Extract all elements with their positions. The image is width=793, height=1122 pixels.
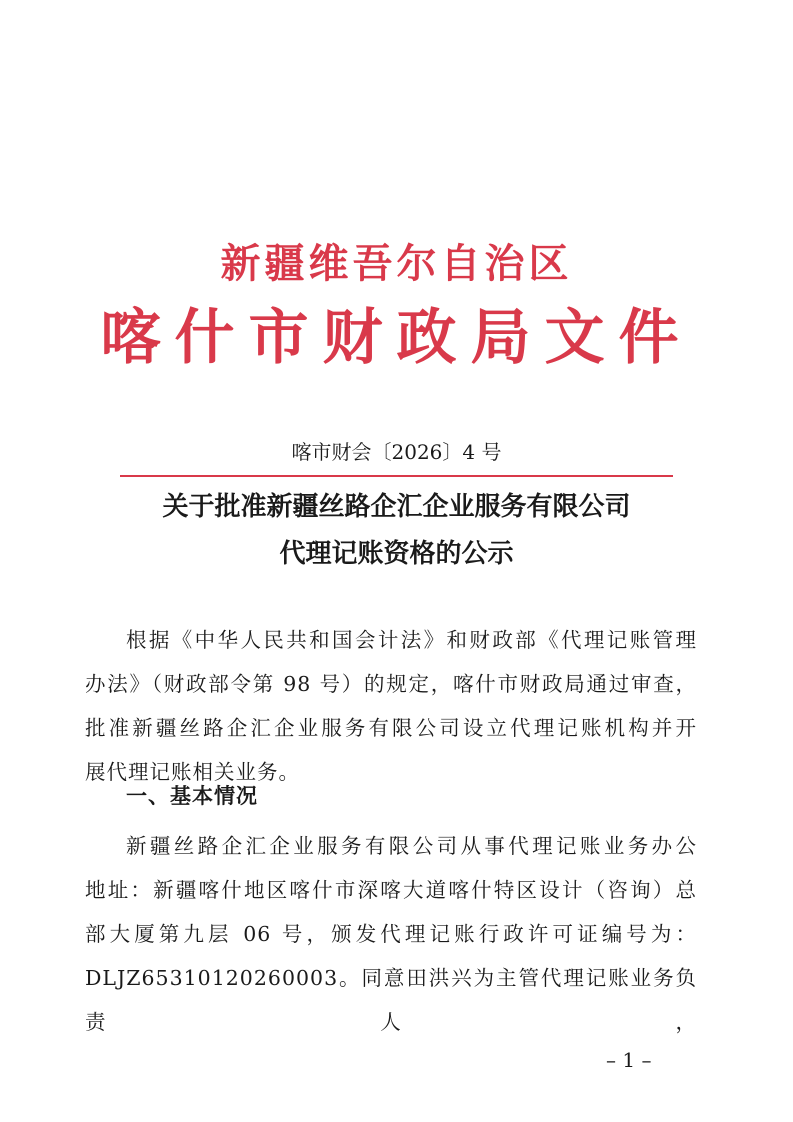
paragraph-line: 部大厦第九层 06 号，颁发代理记账行政许可证编号为： [85,922,697,946]
document-title-line-2: 代理记账资格的公示 [279,539,514,569]
document-title-line-1: 关于批准新疆丝路企汇企业服务有限公司 [162,492,631,522]
red-divider-line [120,475,673,477]
paragraph-line: 办法》（财政部令第 98 号）的规定，喀什市财政局通过审查， [85,672,697,696]
issuer-document-header: 喀什市财政局文件 [100,303,693,373]
paragraph-line: 根据《中华人民共和国会计法》和财政部《代理记账管理 [126,628,697,652]
paragraph-line: 新疆丝路企汇企业服务有限公司从事代理记账业务办公 [126,834,697,858]
paragraph-line: 地址：新疆喀什地区喀什市深喀大道喀什特区设计（咨询）总 [85,878,697,902]
page-number: – 1 – [606,1048,652,1072]
paragraph-line: DLJZ65310120260003。同意田洪兴为主管代理记账业务负责人， [85,966,697,1034]
intro-paragraph [85,618,697,794]
issuer-region-header: 新疆维吾尔自治区 [220,240,573,287]
basic-info-paragraph [85,824,697,1044]
paragraph-line: 展代理记账相关业务。 [85,760,300,784]
section-heading-basic-info: 一、基本情况 [126,783,258,808]
paragraph-line: 批准新疆丝路企汇企业服务有限公司设立代理记账机构并开 [85,716,697,740]
document-number: 喀市财会〔2026〕4 号 [291,440,502,464]
